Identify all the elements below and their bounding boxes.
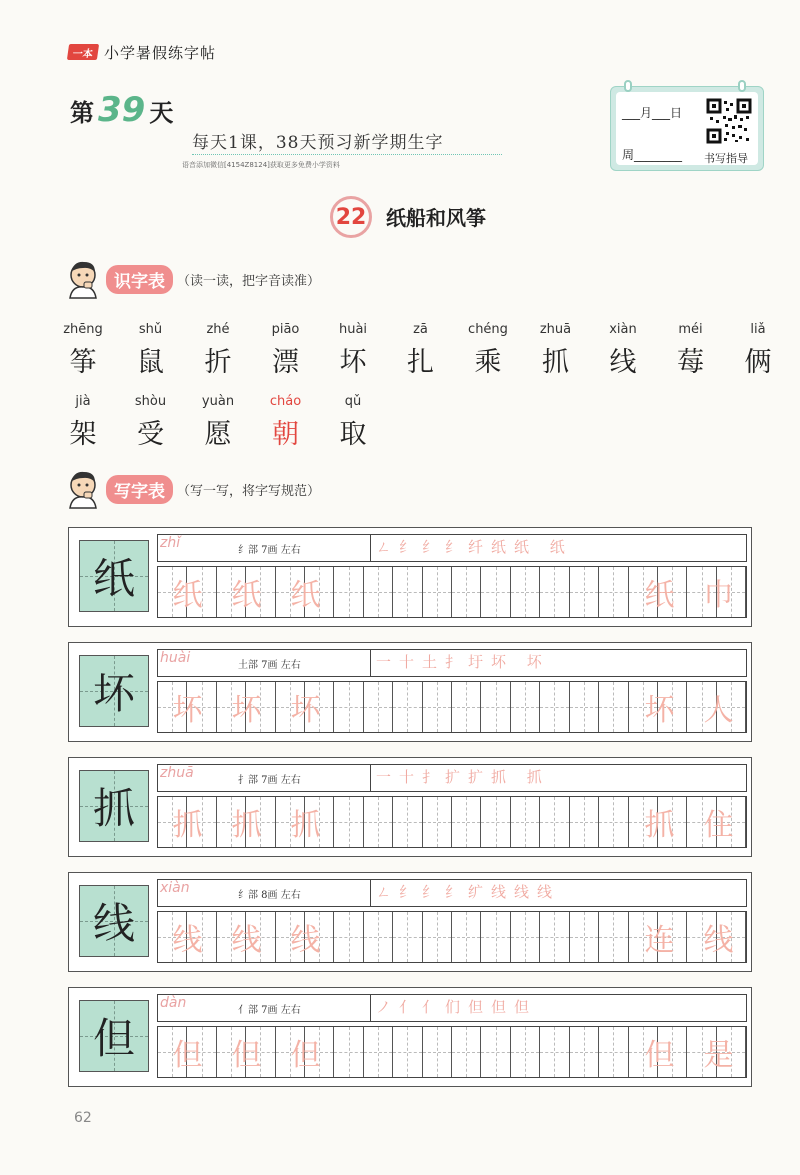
- practice-cell[interactable]: [511, 912, 540, 962]
- trace-word-character: 人: [703, 693, 734, 728]
- read-character: 朝: [272, 419, 299, 450]
- trace-character: 纸: [290, 578, 321, 613]
- practice-cell[interactable]: [481, 912, 510, 962]
- trace-word-character: 是: [703, 1038, 734, 1073]
- read-character: 漂: [272, 347, 299, 378]
- pinyin-label: shòu: [134, 394, 167, 409]
- write-practice-row: [68, 527, 752, 627]
- pinyin-label: jià: [75, 394, 91, 409]
- page-number: 62: [74, 1110, 92, 1126]
- practice-cell[interactable]: [334, 682, 363, 732]
- brand-badge: 一本: [67, 44, 99, 60]
- radical-strokes-structure: 土部 7画 左右: [238, 660, 301, 671]
- practice-cell[interactable]: [540, 1027, 569, 1077]
- practice-grid[interactable]: [157, 681, 747, 733]
- lesson-title: 纸船和风筝: [386, 206, 486, 230]
- practice-cell[interactable]: [393, 567, 422, 617]
- date-month-field[interactable]: ___月___日: [622, 106, 683, 120]
- small-note: 语音添加微信[4154Z8124]获取更多免费小学资料: [182, 161, 340, 169]
- practice-grid[interactable]: [157, 566, 747, 618]
- pinyin-label: qǔ: [344, 394, 362, 409]
- section-read-note: （读一读，把字音读准）: [177, 273, 321, 289]
- child-writing-icon: [62, 468, 104, 510]
- radical-strokes-structure: 纟部 8画 左右: [238, 890, 301, 901]
- trace-word-character: 连: [644, 923, 675, 958]
- practice-cell[interactable]: [452, 797, 481, 847]
- pinyin-label: piāo: [271, 322, 300, 337]
- practice-cell[interactable]: [570, 682, 599, 732]
- practice-cell[interactable]: [364, 912, 393, 962]
- read-character: 取: [339, 419, 367, 450]
- stroke-order: ㄥ纟纟纟纩线线线: [376, 883, 561, 901]
- practice-cell[interactable]: [511, 567, 540, 617]
- practice-cell[interactable]: [481, 682, 510, 732]
- trace-character: 纸: [172, 578, 203, 613]
- model-character: 线: [92, 899, 135, 948]
- radical-strokes-structure: 扌部 7画 左右: [238, 775, 301, 786]
- read-character: 架: [69, 419, 97, 450]
- model-character-box: [79, 655, 149, 727]
- trace-character: 抓: [172, 808, 203, 843]
- model-character: 但: [92, 1014, 135, 1063]
- model-character-box: [79, 1000, 149, 1072]
- trace-character: 线: [172, 923, 203, 958]
- practice-cell[interactable]: [334, 912, 363, 962]
- write-practice-row: [68, 987, 752, 1087]
- read-character: 愿: [204, 419, 232, 450]
- practice-cell[interactable]: [540, 797, 569, 847]
- read-character: 扎: [407, 347, 434, 378]
- qr-code-icon[interactable]: [706, 98, 752, 144]
- trace-character: 但: [172, 1038, 203, 1073]
- section-read-header: [62, 258, 320, 300]
- practice-cell[interactable]: [599, 567, 628, 617]
- practice-cell[interactable]: [599, 912, 628, 962]
- practice-cell[interactable]: [570, 797, 599, 847]
- practice-grid[interactable]: [157, 796, 747, 848]
- practice-cell[interactable]: [452, 912, 481, 962]
- practice-cell[interactable]: [540, 912, 569, 962]
- trace-character: 坏: [172, 693, 203, 728]
- practice-cell[interactable]: [570, 912, 599, 962]
- practice-cell[interactable]: [511, 1027, 540, 1077]
- read-character: 鼠: [137, 347, 164, 378]
- read-character: 抓: [542, 347, 569, 378]
- trace-character: 坏: [290, 693, 321, 728]
- read-character: 筝: [69, 347, 97, 378]
- model-character: 纸: [92, 554, 135, 603]
- stroke-order: ノ亻亻们但但但: [376, 998, 538, 1016]
- child-reading-icon: [62, 258, 104, 300]
- read-character: 受: [137, 419, 164, 450]
- trace-character: 线: [290, 923, 321, 958]
- section-write-note: （写一写，将字写规范）: [177, 483, 321, 499]
- radical-strokes-structure: 纟部 7画 左右: [238, 545, 301, 556]
- stroke-order: 一十扌扩扩抓 抓: [376, 768, 550, 786]
- practice-cell[interactable]: [393, 797, 422, 847]
- trace-character: 抓: [290, 808, 321, 843]
- section-write-header: [62, 468, 320, 510]
- char-info-row: [157, 764, 747, 792]
- trace-word-character: 抓: [644, 808, 675, 843]
- series-title: 小学暑假练字帖: [104, 44, 217, 62]
- day-prefix: 第: [70, 99, 94, 127]
- write-practice-row: [68, 757, 752, 857]
- day-number: 39: [98, 90, 146, 130]
- practice-cell[interactable]: [423, 682, 452, 732]
- model-character-box: [79, 885, 149, 957]
- practice-cell[interactable]: [511, 682, 540, 732]
- practice-cell[interactable]: [452, 567, 481, 617]
- practice-cell[interactable]: [452, 1027, 481, 1077]
- row-pinyin: xiàn: [160, 880, 190, 896]
- qr-caption: 书写指导: [704, 152, 748, 165]
- practice-cell[interactable]: [599, 797, 628, 847]
- char-info-row: [157, 994, 747, 1022]
- trace-character: 抓: [231, 808, 262, 843]
- section-write-title: 写字表: [106, 475, 173, 504]
- model-character-box: [79, 770, 149, 842]
- practice-cell[interactable]: [452, 682, 481, 732]
- practice-cell[interactable]: [423, 797, 452, 847]
- read-character: 乘: [474, 347, 502, 378]
- radical-strokes-structure: 亻部 7画 左右: [238, 1005, 301, 1016]
- pinyin-label: méi: [678, 322, 703, 337]
- practice-cell[interactable]: [423, 912, 452, 962]
- row-pinyin: huài: [160, 650, 191, 666]
- row-pinyin: zhuā: [160, 765, 194, 781]
- date-week-field[interactable]: 周________: [622, 148, 683, 162]
- practice-cell[interactable]: [393, 912, 422, 962]
- pinyin-label: zhuā: [539, 322, 572, 337]
- practice-cell[interactable]: [334, 797, 363, 847]
- pinyin-label: zhēng: [63, 322, 103, 337]
- practice-cell[interactable]: [334, 1027, 363, 1077]
- practice-cell[interactable]: [364, 567, 393, 617]
- lesson-number: 22: [330, 196, 372, 238]
- char-info-row: [157, 879, 747, 907]
- practice-cell[interactable]: [423, 1027, 452, 1077]
- practice-cell[interactable]: [540, 567, 569, 617]
- char-info-row: [157, 649, 747, 677]
- read-character: 俩: [744, 347, 772, 378]
- practice-cell[interactable]: [481, 567, 510, 617]
- practice-cell[interactable]: [599, 682, 628, 732]
- practice-cell[interactable]: [334, 567, 363, 617]
- trace-word-character: 但: [644, 1038, 675, 1073]
- row-pinyin: zhǐ: [160, 535, 181, 551]
- practice-cell[interactable]: [393, 682, 422, 732]
- pinyin-label: xiàn: [609, 322, 637, 337]
- practice-grid[interactable]: [157, 1026, 747, 1078]
- pinyin-label: zā: [413, 322, 428, 337]
- binder-ring-icon: [738, 80, 746, 92]
- practice-cell[interactable]: [364, 797, 393, 847]
- practice-cell[interactable]: [481, 797, 510, 847]
- trace-word-character: 线: [703, 923, 734, 958]
- practice-cell[interactable]: [481, 1027, 510, 1077]
- practice-cell[interactable]: [364, 682, 393, 732]
- pinyin-label: yuàn: [201, 394, 235, 409]
- trace-word-character: 巾: [703, 578, 734, 613]
- practice-cell[interactable]: [570, 1027, 599, 1077]
- trace-word-character: 住: [703, 808, 734, 843]
- binder-ring-icon: [624, 80, 632, 92]
- practice-cell[interactable]: [511, 797, 540, 847]
- trace-character: 坏: [231, 693, 262, 728]
- write-practice-row: [68, 642, 752, 742]
- pinyin-label: zhé: [206, 322, 230, 337]
- practice-cell[interactable]: [599, 1027, 628, 1077]
- write-practice-row: [68, 872, 752, 972]
- practice-cell[interactable]: [364, 1027, 393, 1077]
- read-character: 线: [609, 347, 637, 378]
- pinyin-label: shǔ: [138, 322, 163, 337]
- day-label: [70, 90, 173, 130]
- stroke-order: 一十土扌圩坏 坏: [376, 653, 550, 671]
- section-read-title: 识字表: [106, 265, 173, 294]
- model-character: 坏: [92, 669, 135, 718]
- pinyin-label: huài: [338, 322, 368, 337]
- practice-grid[interactable]: [157, 911, 747, 963]
- tagline-underline: [192, 154, 502, 155]
- read-character: 莓: [677, 347, 704, 378]
- practice-cell[interactable]: [393, 1027, 422, 1077]
- model-character: 抓: [92, 784, 135, 833]
- pinyin-label: chéng: [468, 322, 508, 337]
- tagline: 每天1课，38天预习新学期生字: [192, 133, 444, 153]
- trace-character: 线: [231, 923, 262, 958]
- practice-cell[interactable]: [540, 682, 569, 732]
- char-info-row: [157, 534, 747, 562]
- row-pinyin: dàn: [160, 995, 187, 1011]
- practice-cell[interactable]: [570, 567, 599, 617]
- pinyin-label: cháo: [269, 394, 302, 409]
- trace-character: 但: [290, 1038, 321, 1073]
- read-character: 折: [204, 347, 232, 378]
- day-suffix: 天: [149, 99, 174, 127]
- read-character: 坏: [339, 347, 367, 378]
- trace-word-character: 纸: [644, 578, 675, 613]
- practice-cell[interactable]: [423, 567, 452, 617]
- trace-character: 纸: [231, 578, 262, 613]
- model-character-box: [79, 540, 149, 612]
- trace-character: 但: [231, 1038, 262, 1073]
- pinyin-label: liǎ: [750, 322, 766, 337]
- trace-word-character: 坏: [644, 693, 675, 728]
- stroke-order: ㄥ纟纟纟纤纸纸 纸: [376, 538, 573, 556]
